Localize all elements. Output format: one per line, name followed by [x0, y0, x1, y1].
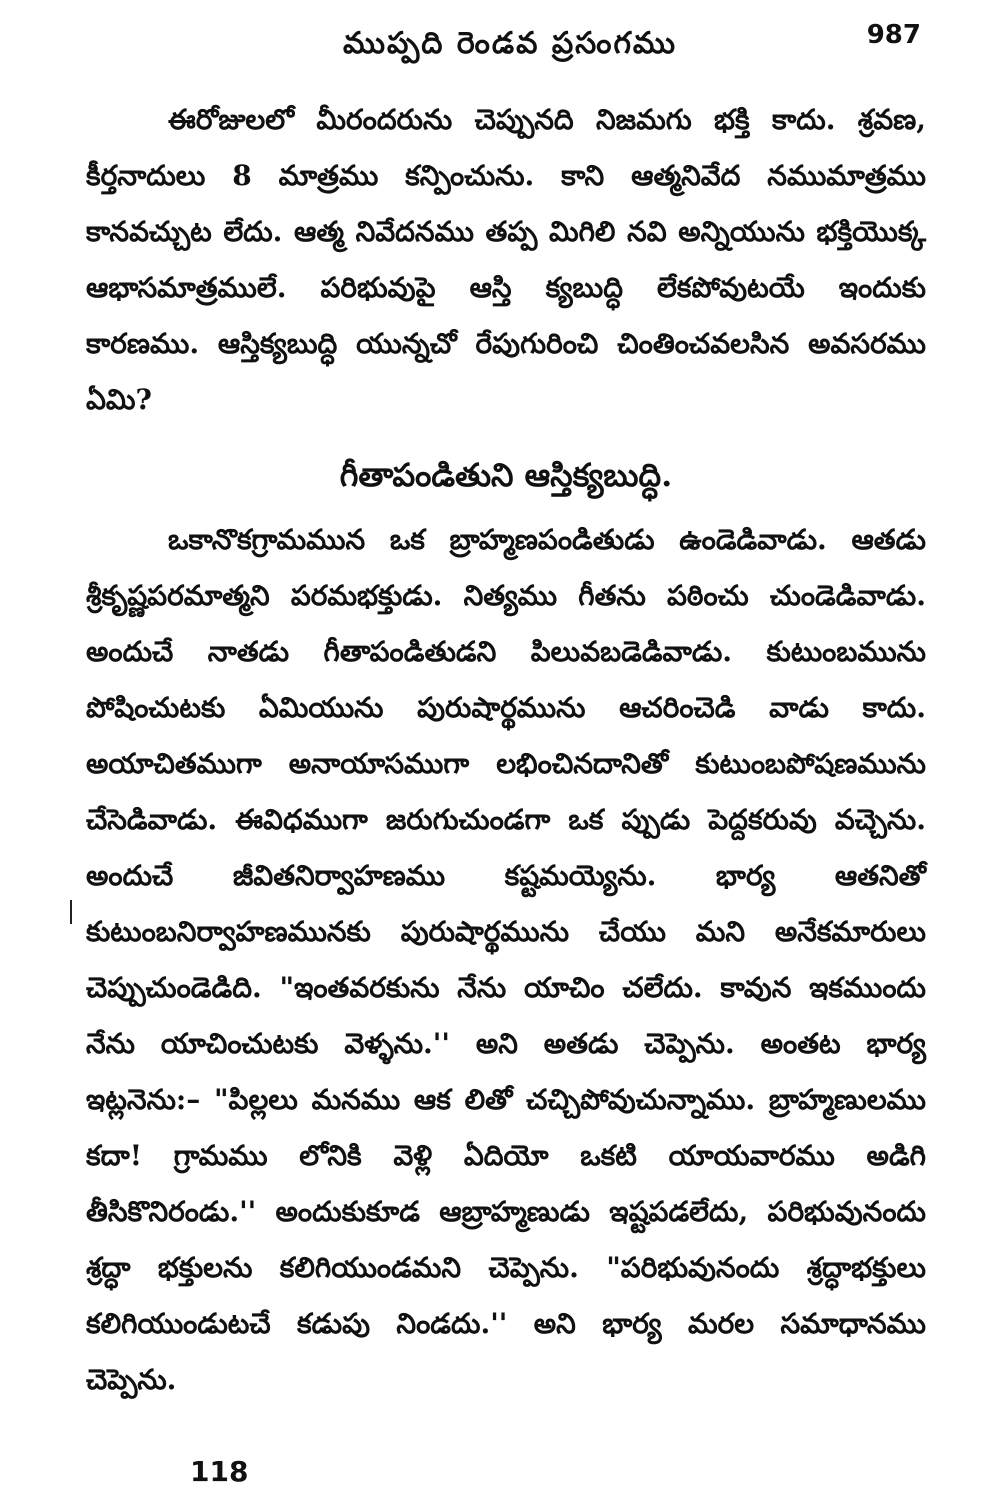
page-number: 987: [866, 20, 921, 50]
margin-mark: [70, 900, 72, 924]
section-heading: గీతాపండితుని ఆస్తిక్యబుద్ధి.: [339, 456, 673, 494]
running-title: ముప్పది రెండవ ప్రసంగము: [342, 26, 678, 61]
main-text: [86, 92, 926, 1408]
paragraph-1: ఈరోజులలో మీరందరును చెప్పునది నిజమగు భక్తి కాదు. శ్రవణ, కీర్తనాదులు 8 మాత్రము కన్పించును. కాని ఆత్మనివేద నముమాత్రము కానవచ్చుట లేదు. ఆత్మ నివేదనము తప్ప మిగిలి నవి అన్నియును భక్తియొక్క ఆభాసమాత్రములే. పరిభువుపై ఆస్తి క్యబుద్ధి లేకపోవుటయే ఇందుకు కారణము. ఆస్తిక్యబుద్ధి యున్నచో రేపుగురించి చింతించవలసిన అవసరము ఏమి?: [86, 103, 926, 416]
folio-number: 118: [190, 1455, 249, 1488]
page-header: [0, 18, 999, 78]
paragraph-2: ఒకానొకగ్రామమున ఒక బ్రాహ్మణపండితుడు ఉండెడివాడు. ఆతడు శ్రీకృష్ణపరమాత్మని పరమభక్తుడు. నిత్యము గీతను పఠించు చుండెడివాడు. అందుచే నాతడు గీతాపండితుడని పిలువబడెడివాడు. కుటుంబమును పోషించుటకు ఏమియును పురుషార్థమును ఆచరించెడి వాడు కాదు. అయాచితముగా అనాయాసముగా లభించినదానితో కుటుంబపోషణమును చేసెడివాడు. ఈవిధముగా జరుగుచుండగా ఒక ప్పుడు పెద్దకరువు వచ్చెను. అందుచే జీవితనిర్వాహణము కష్టమయ్యెను. భార్య ఆతనితో కుటుంబనిర్వాహణమునకు పురుషార్థమును చేయు మని అనేకమారులు చెప్పుచుండెడిది. "ఇంతవరకును నేను యాచిం చలేదు. కావున ఇకముందు నేను యాచించుటకు వెళ్ళను.'' అని అతడు చెప్పెను. అంతట భార్య ఇట్లనెను:– "పిల్లలు మనము ఆక లితో చచ్చిపోవుచున్నాము. బ్రాహ్మణులము కదా! గ్రామము లోనికి వెళ్లి ఏదియో ఒకటి యాయవారము అడిగి తీసికొనిరండు.'' అందుకుకూడ ఆబ్రాహ్మణుడు ఇష్టపడలేదు, పరిభువునందు శ్రద్ధా భక్తులను కలిగియుండమని చెప్పెను. "పరిభువునందు శ్రద్ధాభక్తులు కలిగియుండుటచే కడుపు నిండదు.'' అని భార్య మరల సమాధానము చెప్పెను.: [86, 523, 926, 1396]
